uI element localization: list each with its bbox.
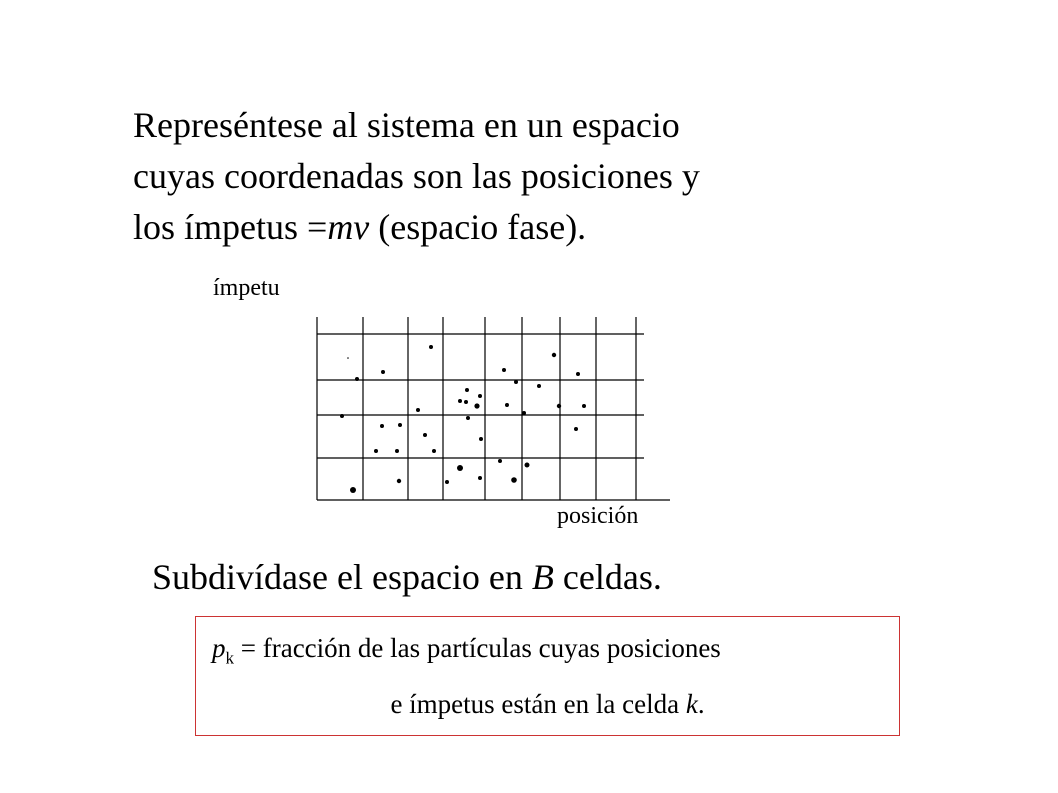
definition-line-1-text: = fracción de las partículas cuyas posiciones xyxy=(234,633,721,663)
subdivision-statement xyxy=(152,556,662,598)
grid-horizontal-lines xyxy=(317,334,670,500)
particle-dot xyxy=(457,465,463,471)
particle-dot xyxy=(502,368,506,372)
subdivision-after: celdas. xyxy=(553,557,662,597)
particle-dot xyxy=(374,449,378,453)
particle-dot xyxy=(514,380,518,384)
particle-dot xyxy=(511,477,517,483)
particle-dot xyxy=(582,404,586,408)
particle-dot xyxy=(381,370,385,374)
particle-dot xyxy=(398,423,402,427)
intro-paragraph xyxy=(133,100,853,253)
y-axis-label: ímpetu xyxy=(213,275,280,301)
intro-line-1: Represéntese al sistema en un espacio xyxy=(133,105,680,145)
intro-line-3-after: (espacio fase). xyxy=(369,207,587,247)
particle-dot xyxy=(465,388,469,392)
particle-dot xyxy=(347,357,349,359)
particle-dots xyxy=(340,345,586,493)
cell-count-variable: B xyxy=(531,557,554,597)
particle-dot xyxy=(458,399,462,403)
particle-dot xyxy=(416,408,420,412)
particle-dot xyxy=(552,353,556,357)
particle-dot xyxy=(525,463,530,468)
definition-line-1 xyxy=(212,633,721,668)
particle-dot xyxy=(380,424,384,428)
particle-dot xyxy=(429,345,433,349)
particle-dot xyxy=(522,411,526,415)
intro-line-3 xyxy=(133,202,853,253)
particle-dot xyxy=(340,414,344,418)
particle-dot xyxy=(445,480,449,484)
x-axis-label: posición xyxy=(557,503,639,529)
probability-variable: p xyxy=(212,633,226,663)
subdivision-before: Subdivídase el espacio en xyxy=(152,557,532,597)
intro-line-3-before: los ímpetus = xyxy=(133,207,328,247)
particle-dot xyxy=(576,372,580,376)
particle-dot xyxy=(574,427,578,431)
definition-line-2-before: e ímpetus están en la celda xyxy=(390,689,686,719)
particle-dot xyxy=(505,403,509,407)
particle-dot xyxy=(466,416,470,420)
particle-dot xyxy=(537,384,541,388)
particle-dot xyxy=(474,403,479,408)
definition-line-2-after: . xyxy=(697,689,705,719)
particle-dot xyxy=(479,437,483,441)
particle-dot xyxy=(478,476,482,480)
definition-line-2 xyxy=(196,689,899,720)
definition-box xyxy=(195,616,900,736)
particle-dot xyxy=(397,479,401,483)
particle-dot xyxy=(395,449,399,453)
momentum-formula: mv xyxy=(327,207,370,247)
particle-dot xyxy=(498,459,502,463)
particle-dot xyxy=(478,394,482,398)
phase-space-grid xyxy=(300,300,680,510)
particle-dot xyxy=(350,487,356,493)
cell-index-variable: k xyxy=(685,689,698,719)
particle-dot xyxy=(557,404,561,408)
intro-line-2: cuyas coordenadas son las posiciones y xyxy=(133,156,700,196)
particle-dot xyxy=(432,449,436,453)
particle-dot xyxy=(423,433,427,437)
particle-dot xyxy=(464,400,468,404)
probability-subscript: k xyxy=(225,648,234,668)
particle-dot xyxy=(355,377,359,381)
